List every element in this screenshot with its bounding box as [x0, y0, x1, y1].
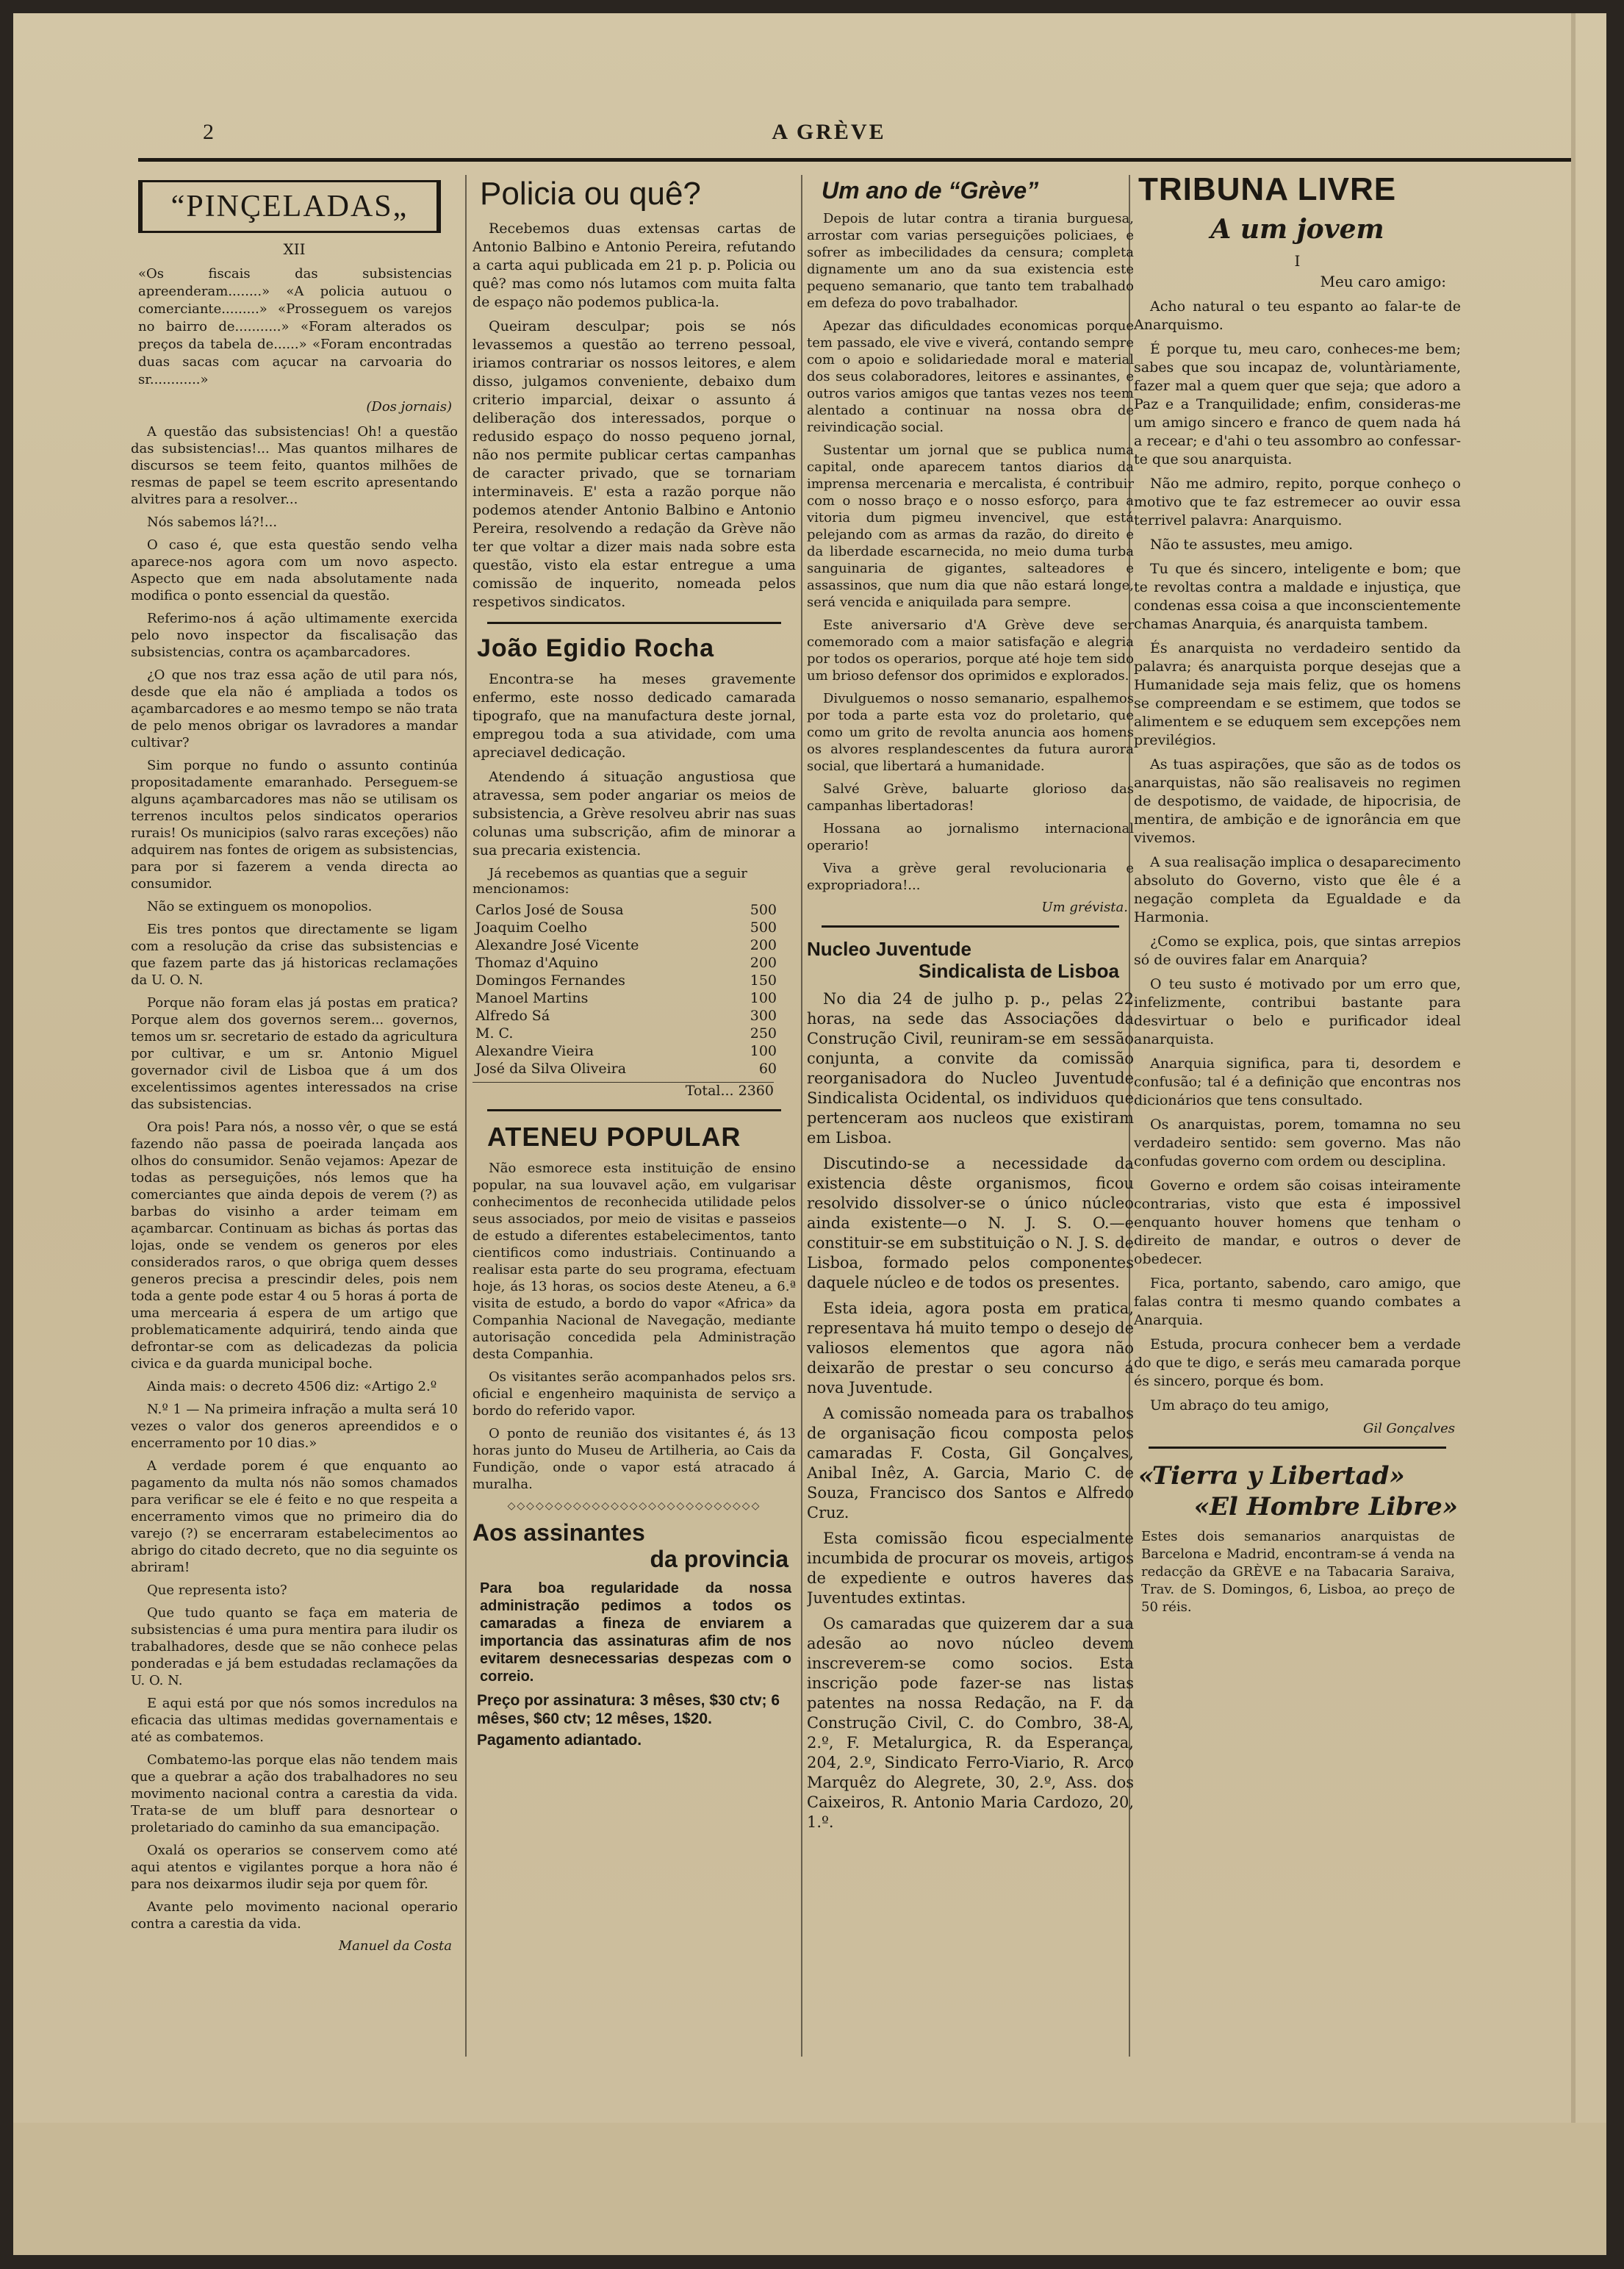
column-policia [473, 171, 796, 2060]
paragraph: N.º 1 — Na primeira infração a multa será 10 vezes o valor dos generos apreendidos e o encerramento por 10 dias.» [131, 1402, 458, 1451]
column-rule [465, 175, 467, 2057]
title-line: Sindicalista de Lisboa [918, 960, 1119, 982]
article-body [1134, 298, 1461, 1415]
column-um-ano [807, 171, 1134, 2060]
paragraph: Atendendo á situação angustiosa que atravessa, sem poder angariar os meios de subsistencia, a Grève resolveu abrir nas suas colunas uma subscrição, afim de minorar a sua precaria existencia. [473, 769, 796, 859]
article-signature: Manuel da Costa [338, 1938, 452, 1954]
article-title: Um ano de “Grève” [822, 177, 1039, 204]
paragraph: A questão das subsistencias! Oh! a questão das subsistencias!... Mas quantos milhares de discursos se teem feito, quantos milhões de resmas de papel se teem escrito apresentando alvitres para a resolver... [131, 424, 458, 507]
quote-source: (Dos jornais) [366, 399, 452, 415]
paragraph: As tuas aspirações, que são as de todos os anarquistas, não são realisaveis no regimen de despotismo, de vaidade, de hipocrisia, de mentira, de ambição e de ignorância em que vivemos. [1134, 756, 1461, 846]
article-body [131, 423, 458, 1932]
paragraph: A verdade porem é que enquanto ao pagamento da multa nós não somos chamados para verificar se ele é feito e no que respeita a encerramento vimos que no primeiro dia do varejo (?) se encerraram estabelecimentos ao abrigo do citado decreto, que no dia seguinte os abriram! [131, 1458, 458, 1575]
paragraph: Não esmorece esta instituição de ensino popular, na sua louvavel ação, em vulgarisar conhecimentos de reconhecida utilidade pelos seus associados, por meio de visitas e passeios de estudo a diferentes estabelecimentos, tanto cientificos como industriais. Continuando a realisar esta parte do seu programa, efectuam hoje, ás 13 horas, os socios deste Ateneu, a 6.ª visita de estudo, a bordo do vapor «Africa» da Companhia Nacional de Navegação, mediante autorisação concedida pela Administração desta Companhia. [473, 1161, 796, 1362]
donor-name: Carlos José de Sousa [475, 902, 624, 918]
title-line: Aos assinantes [473, 1519, 645, 1546]
donor-name: José da Silva Oliveira [475, 1061, 627, 1077]
donation-value: 100 [750, 1043, 777, 1059]
paragraph: Que tudo quanto se faça em materia de subsistencias é uma pura mentira para iludir os trabalhadores, desde que se não conhece pelas ponderadas e já bem estudadas reclamações da U. O. N. [131, 1605, 458, 1688]
paragraph: Oxalá os operarios se conservem como até aqui atentos e vigilantes porque a hora não é para nos deixarmos iludir seja por quem fôr. [131, 1843, 458, 1892]
paragraph: A comissão nomeada para os trabalhos de organisação ficou composta pelos camaradas F. Costa, Gil Gonçalves, Anibal Inêz, A. Garcia, Mario C. de Souza, Francisco dos Santos e Alfredo Cruz. [807, 1405, 1134, 1521]
paragraph: Sustentar um jornal que se publica numa capital, onde aparecem tantos diarios da imprensa mercenaria e mercalista, é contribuir com o nosso braço e o nosso esforço, para a vitoria dum pigmeu invencivel, que está pelejando com as armas da razão, do direito e da liberdade escarnecida, no meio duma turba sanguinaria de gigantes, salteadores e assassinos, que num dia que não estará longe, será vencida e aniquilada para sempre. [807, 442, 1134, 610]
donation-row [475, 954, 777, 972]
paragraph: Os camaradas que quizerem dar a sua adesão ao novo núcleo devem inscreverem-se como socios. Esta inscrição pode fazer-se nas listas patentes na nossa Redação, na F. da Construção Civil, C. do Combro, 38-A, 2.º, F. Metalurgica, R. da Esperança, 204, 2.º, Sindicato Ferro-Viario, R. Arco Marquêz do Alegrete, 30, 2.º, Ass. dos Caixeiros, R. Antonio Maria Cardozo, 20, 1.º. [807, 1615, 1134, 1831]
paragraph: Depois de lutar contra a tirania burguesa, arrostar com varias perseguições policiaes, e sofrer as imbecilidades da censura; completa dignamente um ano da sua existencia este pequeno semanario, que tanto tem trabalhado em defeza do povo trabalhador. [807, 211, 1134, 311]
article-title [807, 938, 1134, 982]
article-title: ATENEU POPULAR [487, 1122, 741, 1152]
paragraph: Ora pois! Para nós, a nosso vêr, o que se está fazendo não passa de poeirada lançada aos olhos do consumidor. Senão vejamos: Apezar de todas as perseguições, nós lemos que ha comerciantes que ainda depois de verem (?) as barbas do visinho a arder teimam em açambarcar. Continuam as bichas ás portas das lojas, onde se vendem os generos por eles considerados raros, o que obriga quem desses generos precisa a prescindir deles, pois nem toda a gente pode estar 4 ou 5 horas á porta de uma mercearia á espera de um artigo que problematicamente adquirirá, tendo ainda que defrontar-se com as delicadezas da policia civica e da guarda municipal boche. [131, 1119, 458, 1372]
paragraph: Que representa isto? [147, 1582, 287, 1598]
paragraph: Não me admiro, repito, porque conheço o motivo que te faz estremecer ao ouvir essa terrivel palavra: Anarquismo. [1134, 476, 1461, 528]
ad-title-line: «Tierra y Libertad» [1138, 1461, 1405, 1491]
donor-name: Domingos Fernandes [475, 972, 625, 989]
column-pinceladas [131, 171, 458, 2060]
paragraph: Apezar das dificuldades economicas porque tem passado, ele vive e viverá, contando sempre com o apoio e solidariedade moral e material dos seus colaboradores, leitores e assinantes, e outros varios amigos que tantas vezes nos teem alentado a continuar na nossa obra de reivindicação social. [807, 318, 1134, 435]
separator [1149, 1447, 1446, 1449]
paragraph: O caso é, que esta questão sendo velha aparece-nos agora com um novo aspecto. Aspecto que em nada absolutamente nada modifica o ponto essencial da questão. [131, 537, 458, 603]
donation-value: 150 [750, 972, 777, 989]
paragraph: ¿Como se explica, pois, que sintas arrepios só de ouvires falar em Anarquia? [1134, 933, 1461, 968]
separator [487, 622, 781, 624]
article-body [473, 1160, 796, 1493]
paragraph: Discutindo-se a necessidade da existencia dêste organismos, ficou resolvido dissolver-se o único núcleo ainda existente—o N. J. S. O.—e constituir-se em substituição o N. J. S. de Lisboa, formado pelos componentes daquele núcleo e de todos os presentes. [807, 1155, 1134, 1291]
list-intro: Já recebemos as quantias que a seguir mencionamos: [473, 866, 747, 897]
price-text: Preço por assinatura: 3 mêses, $30 ctv; 6 mêses, $60 ctv; 12 mêses, 1$20. [477, 1692, 780, 1727]
ad-text: Estes dois semanarios anarquistas de Barcelona e Madrid, encontram-se á venda na redacção da GRÈVE e na Tabacaria Saraiva, Trav. de S. Domingos, 6, Lisboa, ao preço de 50 réis. [1141, 1529, 1455, 1615]
paragraph: O teu susto é motivado por um erro que, infelizmente, contribui bastante para desvirtuar o belo e purificador ideal anarquista. [1134, 976, 1461, 1047]
column-tribuna-livre [1134, 171, 1461, 2060]
paragraph: ¿O que nos traz essa ação de util para nós, desde que ela não é ampliada a todos os açambarcadores e ao mesmo tempo se não trata de pelo menos obrigar os lavradores a mandar cultivar? [131, 667, 458, 750]
paragraph: És anarquista no verdadeiro sentido da palavra; és anarquista porque desejas que a Humanidade seja mais feliz, que os homens se compreendam e se estimem, que todos se alimentem e se eduquem sem excepções nem previlégios. [1134, 640, 1461, 748]
paragraph: Anarquia significa, para ti, desordem e confusão; tal é a definição que encontras nos dicionários que tens consultado. [1134, 1055, 1461, 1108]
paragraph: Este aniversario d'A Grève deve ser comemorado com a maior satisfação e alegria por todos os operarios, porque até hoje tem sido um brioso defensor dos oprimidos e explorados. [807, 617, 1134, 684]
donor-name: M. C. [475, 1025, 514, 1042]
donation-value: 200 [750, 937, 777, 953]
donation-value: 60 [758, 1061, 777, 1077]
article-number: I [1294, 252, 1301, 270]
paragraph: Tu que és sincero, inteligente e bom; que te revoltas contra a maldade e injustiça, que condenas essa coisa a que inconscientemente chamas Anarquia, és anarquista tambem. [1134, 561, 1461, 632]
title-line: Nucleo Juventude [807, 938, 971, 960]
donor-name: Manoel Martins [475, 990, 589, 1006]
paragraph: Governo e ordem são coisas inteiramente contrarias, visto que esta é impossivel enquanto houver homens que tenham o direito de mandar, e outros o dever de obedecer. [1134, 1177, 1461, 1267]
page-margin [13, 2123, 1606, 2255]
paragraph: Um abraço do teu amigo, [1150, 1397, 1329, 1413]
donation-total: Total... 2360 [473, 1082, 774, 1099]
donation-value: 250 [750, 1025, 777, 1042]
paragraph: No dia 24 de julho p. p., pelas 22 horas, na sede das Associações da Construção Civil, reuniram-se em sessão conjunta, a convite da comissão reorganisadora do Nucleo Juventude Sindicalista Ocidental, os individuos que pertenceram aos nucleos que existiram em Lisboa. [807, 990, 1134, 1147]
paragraph: É porque tu, meu caro, conheces-me bem; sabes que sou incapaz de, voluntàriamente, fazer mal a quem quer que seja; que adoro a Paz e a Tranquilidade; enfim, consideras-me um amigo sincero e franco de quem nada há a recear; e d'ahi o teu assombro ao confessar-te que sou anarquista. [1134, 341, 1461, 467]
article-title: A um jovem [1210, 214, 1384, 245]
paragraph: Os visitantes serão acompanhados pelos srs. oficial e engenheiro maquinista de serviço a bordo do referido vapor. [473, 1369, 796, 1419]
paragraph: Não se extinguem os monopolios. [147, 899, 373, 914]
donation-row [475, 972, 777, 989]
article-body [807, 210, 1134, 894]
donation-row [475, 919, 777, 936]
paragraph: Estuda, procura conhecer bem a verdade do que te digo, e serás meu camarada porque és sincero, porque és bom. [1134, 1336, 1461, 1389]
paragraph: Viva a grève geral revolucionaria e expropriadora!... [807, 861, 1134, 893]
donation-row [475, 1042, 777, 1060]
salutation: Meu caro amigo: [1320, 273, 1446, 290]
quote-block: «Os fiscais das subsistencias apreenderam........» «A policia autuou o comerciante.........» «Prosseguem os varejos no bairro de...........» «Foram alterados os preços da tabela de......» «Foram encontradas duas sacas com açucar na carvoaria do sr............» [138, 266, 452, 387]
paragraph: Avante pelo movimento nacional operario contra a carestia da vida. [131, 1899, 458, 1932]
donor-name: Alexandre Vieira [475, 1043, 594, 1059]
donation-row [475, 1060, 777, 1078]
paragraph: Os anarquistas, porem, tomamna no seu verdadeiro sentido: sem governo. Mas não confudas governo com ordem ou desciplina. [1134, 1116, 1461, 1169]
paragraph: Ainda mais: o decreto 4506 diz: «Artigo 2.º [147, 1379, 437, 1394]
paragraph: Esta comissão ficou especialmente incumbida de procurar os moveis, artigos de expediente e outros haveres das Juventudes extintas. [807, 1530, 1134, 1607]
donor-name: Thomaz d'Aquino [475, 955, 599, 971]
paragraph: Referimo-nos á ação ultimamente exercida pelo novo inspector da fiscalisação das subsistencias, contra os açambarcadores. [131, 611, 458, 660]
separator [487, 1109, 781, 1111]
donation-value: 500 [750, 920, 777, 936]
donor-name: Alexandre José Vicente [475, 937, 639, 953]
separator [822, 925, 1119, 928]
article-title [473, 1519, 796, 1572]
section-title: TRIBUNA LIVRE [1138, 171, 1397, 207]
paragraph: Não te assustes, meu amigo. [1150, 537, 1354, 553]
newspaper-title: A GRÈVE [772, 120, 886, 144]
paragraph: Sim porque no fundo o assunto continúa propositadamente emaranhado. Perseguem-se alguns açambarcadores mas não se utilisam os terrenos incultos pelos sindicatos operarios rurais! Os municipios (salvo raras exceções) não adquirem nas fontes de origem as subsistencias, para por si fazerem a venda directa ao consumidor. [131, 758, 458, 892]
article-title: João Egidio Rocha [477, 634, 715, 662]
notice-text: Para boa regularidade da nossa administração pedimos a todos os camaradas a fineza de enviarem a importancia das assinaturas afim de nos evitarem desnecessarias despezas com o correio. [480, 1580, 791, 1685]
payment-text: Pagamento adiantado. [477, 1732, 642, 1749]
donation-value: 200 [750, 955, 777, 971]
newspaper-page [13, 13, 1606, 2255]
paragraph: O ponto de reunião dos visitantes é, ás 13 horas junto do Museu de Artilheria, ao Cais da Fundição, onde o vapor está atracado á muralha. [473, 1426, 796, 1492]
ad-title-line: «El Hombre Libre» [1193, 1492, 1458, 1521]
paragraph: Fica, portanto, sabendo, caro amigo, que falas contra ti mesmo quando combates a Anarquia. [1134, 1275, 1461, 1328]
paragraph: Nós sabemos lá?!... [147, 515, 278, 530]
page-number: 2 [203, 120, 214, 144]
page-fold [1571, 13, 1576, 2255]
paragraph: Queiram desculpar; pois se nós levassemos a questão ao terreno pessoal, iriamos contrariar os nossos leitores, e alem disso, julgamos conveniente, debaixo dum criterio imparcial, deixar o assunto á deliberação dos interessados, porque o redusido espaço do nosso pequeno jornal, não nos permite publicar certas campanhas de caracter privado, que se tornariam interminaveis. E' esta a razão porque não podemos atender Antonio Balbino e Antonio Pereira, resolvendo a redação da Grève não ter que voltar a dizer mais nada sobre esta questão, visto ela estar entregue a uma comissão de inquerito, nomeada pelos respetivos sindicatos. [473, 318, 796, 610]
ornament-separator: ◇◇◇◇◇◇◇◇◇◇◇◇◇◇◇◇◇◇◇◇◇◇◇◇◇◇◇ [507, 1500, 761, 1512]
paragraph: Encontra-se ha meses gravemente enfermo, este nosso dedicado camarada tipografo, que na manufactura deste jornal, empregou toda a sua atividade, com uma apreciavel dedicação. [473, 671, 796, 761]
paragraph: Porque não foram elas já postas em pratica? Porque alem dos governos serem... governos, temos um sr. secretario de estado da agricultura por cultivar, e um sr. Antonio Miguel governador civil de Lisboa que á um dos excelentissimos agentes interessados na crise das subsistencias. [131, 995, 458, 1112]
article-signature: Um grévista. [1041, 900, 1128, 915]
donation-value: 300 [750, 1008, 777, 1024]
article-body [473, 220, 796, 612]
paragraph: Eis tres pontos que directamente se ligam com a resolução da crise das subsistencias e que fazem parte das já historicas reclamações da U. O. N. [131, 922, 458, 988]
donor-name: Joaquim Coelho [475, 920, 587, 936]
article-signature: Gil Gonçalves [1362, 1421, 1455, 1436]
paragraph: Salvé Grève, baluarte glorioso das campanhas libertadoras! [807, 781, 1134, 814]
donation-list [475, 901, 777, 1078]
donation-value: 100 [750, 990, 777, 1006]
donation-row [475, 1025, 777, 1042]
article-body [473, 670, 796, 860]
donation-row [475, 1007, 777, 1025]
paragraph: A sua realisação implica o desaparecimento absoluto do Governo, visto que êle é a negação completa da Egualdade e da Harmonia. [1134, 854, 1461, 925]
article-title: “PINÇELADAS„ [138, 180, 441, 233]
paragraph: Hossana ao jornalismo internacional operario! [807, 821, 1134, 853]
article-title: Policia ou quê? [480, 176, 701, 212]
donation-row [475, 989, 777, 1007]
paragraph: Esta ideia, agora posta em pratica, representava há muito tempo o desejo de valiosos elementos que agora não deixarão de prestar o seu concurso á nova Juventude. [807, 1300, 1134, 1397]
header-rule [138, 158, 1571, 162]
article-number: XII [283, 240, 306, 258]
donation-row [475, 936, 777, 954]
paragraph: Combatemo-las porque elas não tendem mais que a quebrar a ação dos trabalhadores no seu movimento nacional contra a carestia da vida. Trata-se de um bluff para desnortear o proletariado do caminho da sua emancipação. [131, 1752, 458, 1835]
donation-row [475, 901, 777, 919]
paragraph: Acho natural o teu espanto ao falar-te de Anarquismo. [1134, 298, 1461, 333]
ad-title [1138, 1460, 1461, 1522]
donation-value: 500 [750, 902, 777, 918]
page-header [131, 120, 1527, 149]
article-body [807, 989, 1134, 1832]
paragraph: Recebemos duas extensas cartas de Antonio Balbino e Antonio Pereira, refutando a carta aqui publicada em 21 p. p. Policia ou quê? mas como nós lutamos com muita falta de espaço não podemos publica-la. [473, 221, 796, 310]
paragraph: E aqui está por que nós somos incredulos na eficacia das ultimas medidas governamentais e até as combatemos. [131, 1696, 458, 1745]
paragraph: Divulguemos o nosso semanario, espalhemos por toda a parte esta voz do proletario, que como um grito de revolta anuncia aos homens os alvores resplandescentes da futura aurora social, que libertará a humanidade. [807, 691, 1134, 774]
title-line: da provincia [650, 1546, 788, 1572]
column-rule [801, 175, 802, 2057]
donor-name: Alfredo Sá [475, 1008, 550, 1024]
